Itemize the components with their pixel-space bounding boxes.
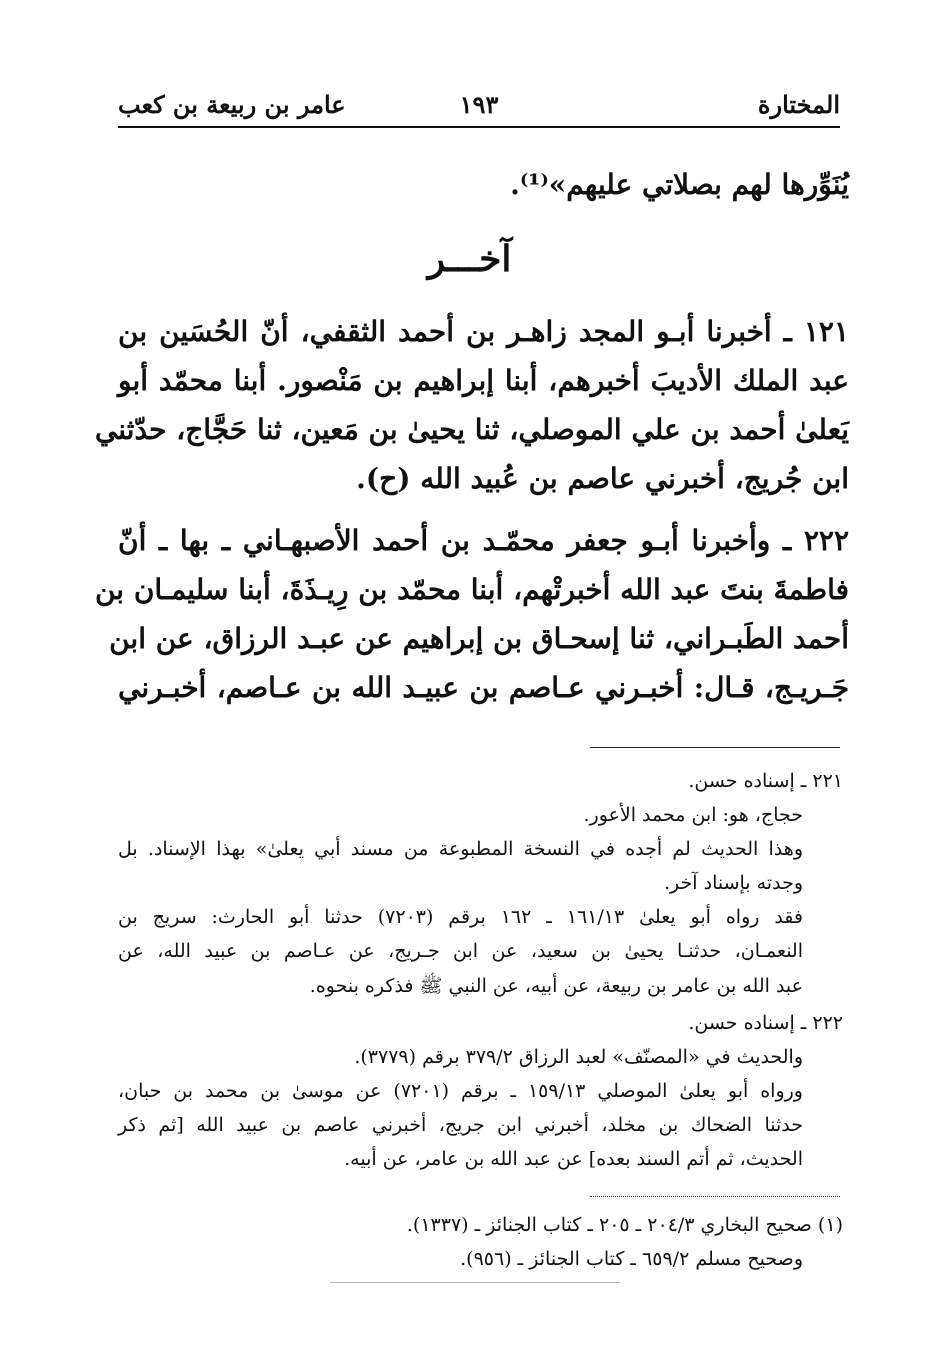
bottom-rule bbox=[330, 1282, 620, 1283]
note-222-heading: ٢٢٢ ـ إسناده حسن. bbox=[688, 1012, 843, 1034]
note-line: فقد رواه أبو يعلىٰ ١٦١/١٣ ـ ١٦٢ برقم (٧٢٠٣) حدثنا أبو الحارث: سريج بن bbox=[118, 906, 804, 928]
header-chapter-title: عامر بن ربيعة بن كعب bbox=[118, 90, 346, 119]
note-line: عبد الله بن عامر بن ربيعة، عن أبيه، عن النبي ﷺ فذكره بنحوه. bbox=[309, 975, 803, 997]
note-line: ورواه أبو يعلىٰ الموصلي ١٥٩/١٣ ـ برقم (٧٢٠١) عن موسىٰ بن محمد بن حبان، bbox=[118, 1080, 803, 1102]
body-line: جَـريـج، قـال: أخبـرني عـاصم بن عبيـد الله بن عـاصم، أخبـرني bbox=[118, 671, 849, 704]
body-line: أحمد الطَبـراني، ثنا إسحـاق بن إبراهيم عن عبـد الرزاق، عن ابن bbox=[109, 622, 849, 655]
note-line: حدثنا الضحاك بن مخلد، أخبرني ابن جريج، أخبرني عاصم بن عبيد الله [ثم ذكر bbox=[118, 1114, 803, 1136]
body-line-continued: يُنَوِّرها لهم بصلاتي عليهم»⁽¹⁾. bbox=[510, 168, 849, 201]
footnote-separator bbox=[590, 1196, 840, 1197]
body-line: ١٢١ ـ أخبرنا أبـو المجد زاهـر بن أحمد الثقفي، أنّ الحُسَين بن bbox=[118, 315, 849, 348]
section-heading: آخـــر bbox=[427, 238, 512, 280]
body-line: يَعلىٰ أحمد بن علي الموصلي، ثنا يحيىٰ بن مَعين، ثنا حَجَّاج، حدّثني bbox=[94, 413, 849, 446]
note-line: وجدته بإسناد آخر. bbox=[664, 872, 803, 894]
page-number: ١٩٣ bbox=[459, 90, 499, 119]
footnote-1: (١) صحيح البخاري ٢٠٤/٣ ـ ٢٠٥ ـ كتاب الجنائز ـ (١٣٣٧). bbox=[406, 1214, 843, 1236]
body-line: عبد الملك الأديبَ أخبرهم، أبنا إبراهيم بن مَنْصور. أبنا محمّد أبو bbox=[118, 364, 849, 397]
note-line: الحديث، ثم أتم السند بعده] عن عبد الله بن عامر، عن أبيه. bbox=[344, 1148, 803, 1170]
header-book-title: المختارة bbox=[757, 90, 840, 119]
note-221-heading: ٢٢١ ـ إسناده حسن. bbox=[688, 770, 843, 792]
note-line: وهذا الحديث لم أجده في النسخة المطبوعة من مسند أبي يعلىٰ» بهذا الإسناد. بل bbox=[118, 838, 803, 860]
note-line: النعمـان، حدثنـا يحيىٰ بن سعيد، عن ابن جـريج، عن عـاصم بن عبيد الله، عن bbox=[118, 940, 803, 962]
running-header bbox=[118, 86, 840, 128]
body-line: ٢٢٢ ـ وأخبرنا أبـو جعفر محمّـد بن أحمد الأصبهـاني ـ بها ـ أنّ bbox=[118, 524, 849, 557]
body-line: ابن جُريج، أخبرني عاصم بن عُبيد الله (ح). bbox=[356, 462, 849, 495]
note-line: حجاج، هو: ابن محمد الأعور. bbox=[583, 804, 803, 826]
notes-separator bbox=[590, 747, 840, 748]
note-line: والحديث في «المصنّف» لعبد الرزاق ٣٧٩/٢ برقم (٣٧٧٩). bbox=[354, 1046, 803, 1068]
body-line: فاطمةَ بنتَ عبد الله أخبرتْهم، أبنا محمّد بن رِيـذَةَ، أبنا سليمـان بن bbox=[94, 573, 849, 606]
footnote-line: وصحيح مسلم ٦٥٩/٢ ـ كتاب الجنائز ـ (٩٥٦). bbox=[460, 1248, 803, 1270]
